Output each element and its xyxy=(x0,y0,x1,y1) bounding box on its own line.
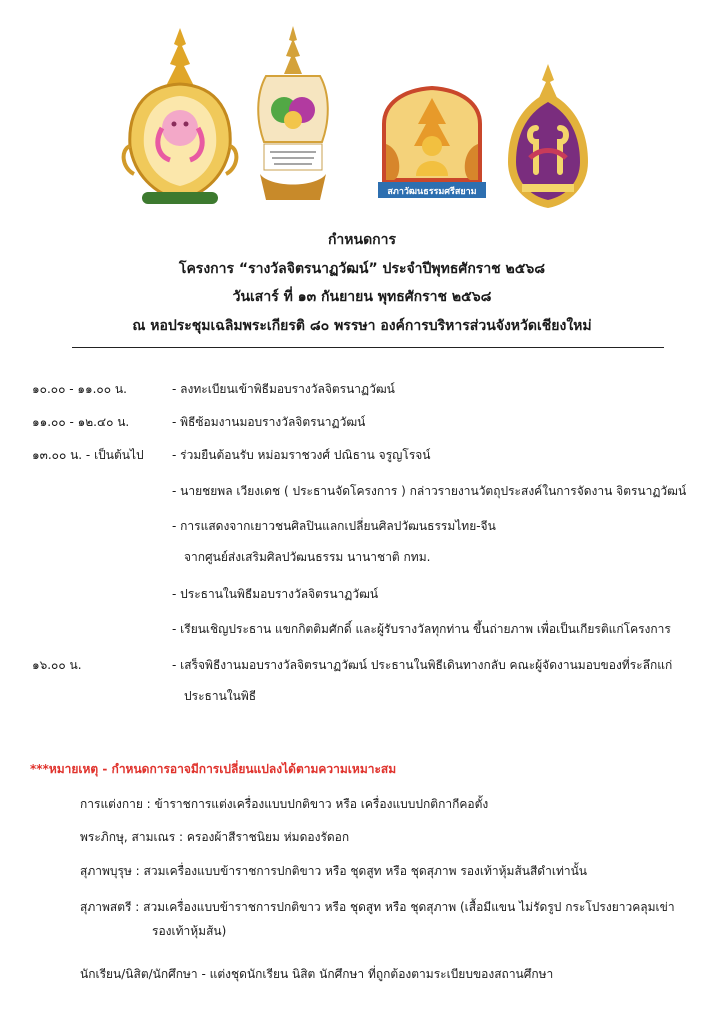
schedule-text: - พิธีซ้อมงานมอบรางวัลจิตรนาฏวัฒน์ xyxy=(172,415,366,429)
schedule-text: - ประธานในพิธีมอบรางวัลจิตรนาฏวัฒน์ xyxy=(172,587,379,601)
heading-project: โครงการ “รางวัลจิตรนาฏวัฒน์” ประจำปีพุทธศักราช ๒๕๖๘ xyxy=(178,260,546,277)
logo-row xyxy=(0,24,724,214)
schedule-time: ๑๑.๐๐ - ๑๒.๔๐ น. xyxy=(32,415,130,429)
council-logo-caption: สภาวัฒนธรรมศรีสยาม xyxy=(387,187,477,197)
schedule-time: ๑๖.๐๐ น. xyxy=(32,658,82,672)
heading-venue: ณ หอประชุมเฉลิมพระเกียรติ ๘๐ พรรษา องค์การบริหารส่วนจังหวัดเชียงใหม่ xyxy=(132,317,592,334)
heading-date: วันเสาร์ ที่ ๑๓ กันยายน พุทธศักราช ๒๕๖๘ xyxy=(232,289,492,305)
purple-crest-logo xyxy=(500,62,596,212)
dress-code-item: สุภาพบุรุษ : สวมเครื่องแบบข้าราชการปกติขาว หรือ ชุดสูท หรือ ชุดสุภาพ รองเท้าหุ้มส้นสีดำเท่านั้น xyxy=(80,864,587,878)
remark-note: ***หมายเหตุ - กำหนดการอาจมีการเปลี่ยนแปลงได้ตามความเหมาะสม xyxy=(30,762,397,776)
dress-code-item: นักเรียน/นิสิต/นักศึกษา - แต่งชุดนักเรียน นิสิต นักศึกษา ที่ถูกต้องตามระเบียบของสถานศึกษา xyxy=(80,967,554,981)
council-logo xyxy=(372,84,492,210)
schedule-time: ๑๐.๐๐ - ๑๑.๐๐ น. xyxy=(32,382,127,396)
dress-code-item: การแต่งกาย : ข้าราชการแต่งเครื่องแบบปกติขาว หรือ เครื่องแบบปกติกากีคอตั้ง xyxy=(80,797,489,811)
dress-code-item-continued: รองเท้าหุ้มส้น) xyxy=(152,924,227,938)
schedule-text-continued: จากศูนย์ส่งเสริมศิลปวัฒนธรรม นานาชาติ กทม. xyxy=(184,550,431,564)
dress-code-item: พระภิกษุ, สามเณร : ครองผ้าสีราชนิยม ห่มดองรัดอก xyxy=(80,830,350,844)
dress-code-item: สุภาพสตรี : สวมเครื่องแบบข้าราชการปกติขาว หรือ ชุดสูท หรือ ชุดสุภาพ (เสื้อมีแขน ไม่รัดรูป กระโปรงยาวคลุมเข่า xyxy=(80,900,675,914)
schedule-text: - ลงทะเบียนเข้าพิธีมอบรางวัลจิตรนาฏวัฒน์ xyxy=(172,382,395,396)
heading-title: กำหนดการ xyxy=(327,232,397,248)
schedule-time: ๑๓.๐๐ น. - เป็นต้นไป xyxy=(32,448,144,462)
royal-crest-logo xyxy=(120,24,240,210)
schedule-text: - ร่วมยืนต้อนรับ หม่อมราชวงศ์ ปณิธาน จรูญโรจน์ xyxy=(172,448,431,462)
jitrana-award-logo xyxy=(250,24,336,210)
schedule-text-continued: ประธานในพิธี xyxy=(184,689,257,703)
schedule-text: - เรียนเชิญประธาน แขกกิตติมศักดิ์ และผู้รับรางวัลทุกท่าน ขึ้นถ่ายภาพ เพื่อเป็นเกียรติแก่โครงการ xyxy=(172,622,671,636)
schedule-text: - การแสดงจากเยาวชนศิลปินแลกเปลี่ยนศิลปวัฒนธรรมไทย-จีน xyxy=(172,519,496,533)
document-heading xyxy=(0,226,724,340)
schedule-text: - เสร็จพิธีงานมอบรางวัลจิตรนาฏวัฒน์ ประธานในพิธีเดินทางกลับ คณะผู้จัดงานมอบของที่ระลึกแก่ xyxy=(172,658,673,672)
schedule-text: - นายชยพล เวียงเดช ( ประธานจัดโครงการ ) กล่าวรายงานวัตถุประสงค์ในการจัดงาน จิตรนาฏวัฒน์ xyxy=(172,484,687,498)
heading-divider xyxy=(72,347,664,348)
